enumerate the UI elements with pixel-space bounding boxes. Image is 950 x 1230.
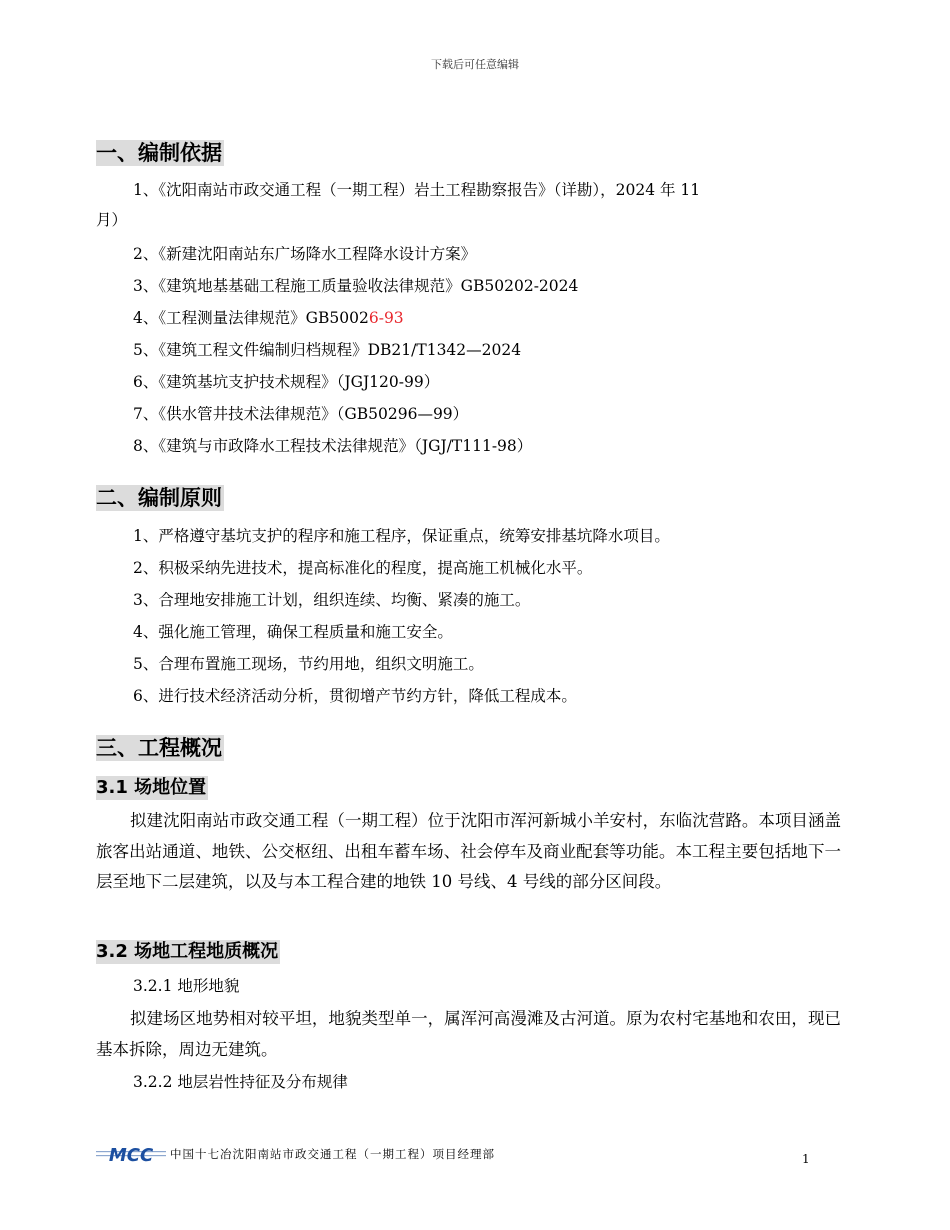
section2-item-4: 4、强化施工管理，确保工程质量和施工安全。 [133, 623, 453, 641]
section2-heading: 二、编制原则 [96, 486, 222, 510]
section2-item-2: 2、积极采纳先进技术，提高标准化的程度，提高施工机械化水平。 [133, 559, 593, 577]
mcc-logo [96, 1141, 166, 1167]
section1-item-1: 1、《沈阳南站市政交通工程（一期工程）岩土工程勘察报告》（详勘），2024 年 11 [133, 181, 701, 199]
section2-item-3: 3、合理地安排施工计划，组织连续、均衡、紧凑的施工。 [133, 591, 531, 609]
section1-item-4 [133, 308, 404, 328]
section1-item-4-highlight: 6-93 [368, 309, 404, 327]
section1-item-1-continued: 月） [96, 211, 128, 229]
page-number: 1 [802, 1152, 810, 1166]
section1-item-8: 8、《建筑与市政降水工程技术法律规范》（JGJ/T111-98） [133, 437, 533, 455]
section1-heading: 一、编制依据 [96, 141, 222, 165]
section1-item-7: 7、《供水管井技术法律规范》（GB50296—99） [133, 405, 469, 423]
section1-item-2: 2、《新建沈阳南站东广场降水工程降水设计方案》 [133, 245, 477, 263]
section1-item-4-main: 4、《工程测量法律规范》GB5002 [133, 309, 369, 327]
section1-item-6: 6、《建筑基坑支护技术规程》（JGJ120-99） [133, 373, 440, 391]
section2-item-1: 1、严格遵守基坑支护的程序和施工程序，保证重点，统筹安排基坑降水项目。 [133, 527, 670, 545]
page-header-note: 下载后可任意编辑 [431, 58, 519, 71]
mcc-logo-text: MCC [108, 1145, 154, 1166]
section1-item-5: 5、《建筑工程文件编制归档规程》DB21/T1342—2024 [133, 341, 522, 359]
section3-heading: 三、工程概况 [96, 736, 222, 760]
section3-1-paragraph: 拟建沈阳南站市政交通工程（一期工程）位于沈阳市浑河新城小羊安村，东临沈营路。本项目涵盖旅客出站通道、地铁、公交枢纽、出租车蓄车场、社会停车及商业配套等功能。本工程主要包括地下一层至地下二层建筑，以及与本工程合建的地铁 10 号线、4 号线的部分区间段。 [96, 811, 841, 891]
section3-2-1-paragraph: 拟建场区地势相对较平坦，地貌类型单一，属浑河高漫滩及古河道。原为农村宅基地和农田，现已基本拆除，周边无建筑。 [96, 1009, 841, 1059]
section3-1-heading: 3.1 场地位置 [96, 777, 207, 798]
section1-item-3: 3、《建筑地基基础工程施工质量验收法律规范》GB50202-2024 [133, 277, 579, 295]
section2-item-6: 6、进行技术经济活动分析，贯彻增产节约方针，降低工程成本。 [133, 687, 577, 705]
section2-item-5: 5、合理布置施工现场，节约用地，组织文明施工。 [133, 655, 484, 673]
section3-2-2-heading: 3.2.2 地层岩性持征及分布规律 [133, 1073, 348, 1091]
footer-text: 中国十七冶沈阳南站市政交通工程（一期工程）项目经理部 [170, 1147, 495, 1161]
section3-2-heading: 3.2 场地工程地质概况 [96, 941, 279, 962]
section3-2-1-heading: 3.2.1 地形地貌 [133, 977, 240, 995]
